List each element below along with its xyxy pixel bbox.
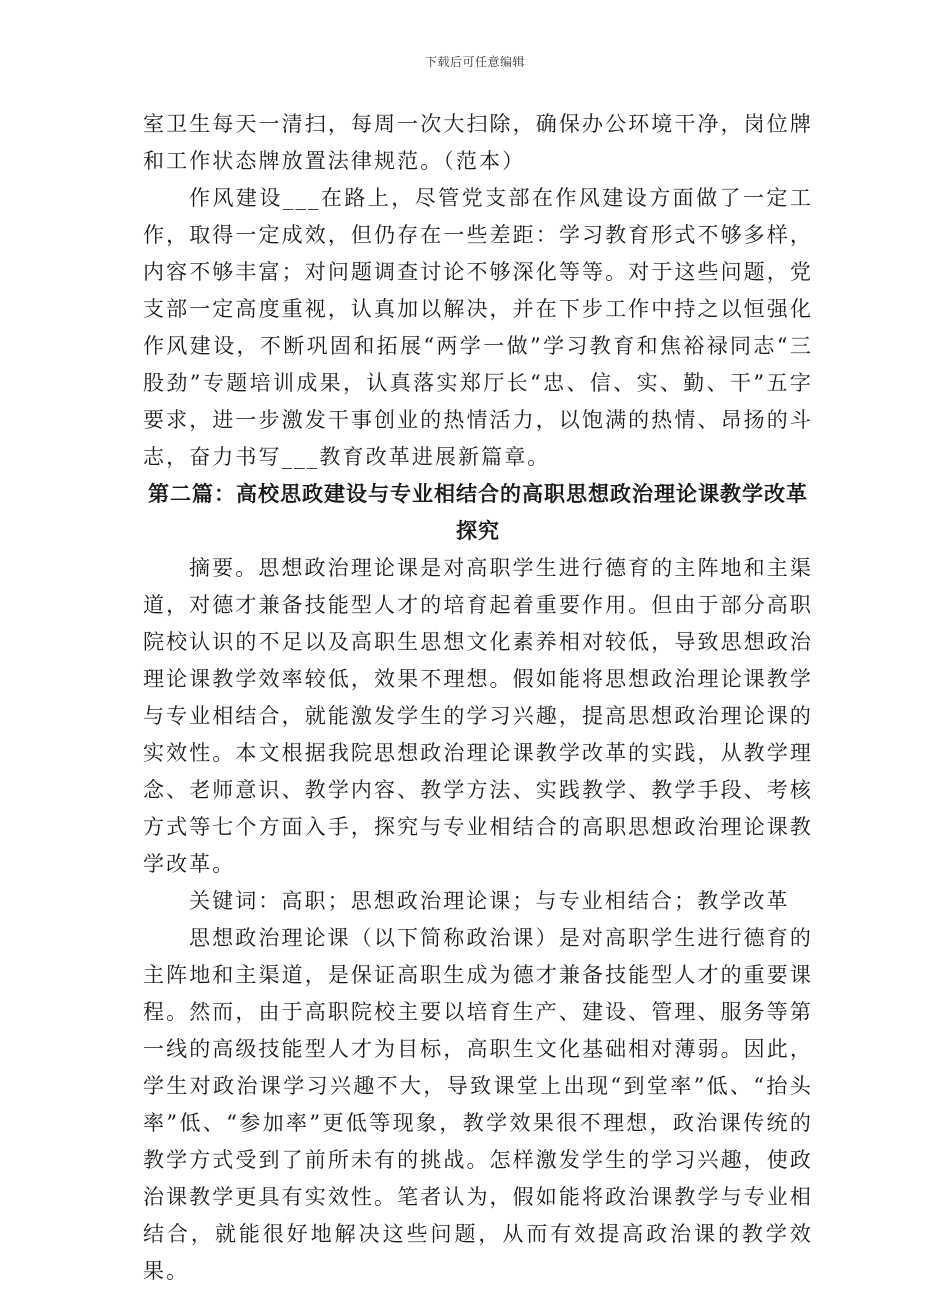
paragraph-introduction: 思想政治理论课（以下简称政治课）是对高职学生进行德育的主阵地和主渠道，是保证高职生成为德才兼备技能型人才的重要课程。然而，由于高职院校主要以培育生产、建设、管理、服务等第一线的高级技能型人才为目标，高职生文化基础相对薄弱。因此，学生对政治课学习兴趣不大，导致课堂上出现“到堂率”低、“抬头率”低、“参加率”更低等现象，教学效果很不理想，政治课传统的教学方式受到了前所未有的挑战。怎样激发学生的学习兴趣，使政治课教学更具有实效性。笔者认为，假如能将政治课教学与专业相结合，就能很好地解决这些问题，从而有效提高政治课的教学效果。 — [143, 926, 813, 1283]
section-title: 第二篇：高校思政建设与专业相结合的高职思想政治理论课教学改革探究 — [148, 482, 808, 543]
document-body — [143, 106, 813, 1290]
paragraph-abstract: 摘要。思想政治理论课是对高职学生进行德育的主阵地和主渠道，对德才兼备技能型人才的培育起着重要作用。但由于部分高职院校认识的不足以及高职生思想文化素养相对较低，导致思想政治理论课教学效率较低，效果不理想。假如能将思想政治理论课教学与专业相结合，就能激发学生的学习兴趣，提高思想政治理论课的实效性。本文根据我院思想政治理论课教学改革的实践，从教学理念、老师意识、教学内容、教学方法、实践教学、教学手段、考核方式等七个方面入手，探究与专业相结合的高职思想政治理论课教学改革。 — [143, 556, 813, 876]
paragraph-keywords: 关键词：高职；思想政治理论课；与专业相结合；教学改革 — [189, 889, 790, 913]
paragraph-continuation: 室卫生每天一清扫，每周一次大扫除，确保办公环境干净，岗位牌和工作状态牌放置法律规范。（范本） — [143, 112, 813, 173]
paragraph-work-style: 作风建设___在路上，尽管党支部在作风建设方面做了一定工作，取得一定成效，但仍存在一些差距：学习教育形式不够多样，内容不够丰富；对问题调查讨论不够深化等等。对于这些问题，党支部一定高度重视，认真加以解决，并在下步工作中持之以恒强化作风建设，不断巩固和拓展“两学一做”学习教育和焦裕禄同志“三股劲”专题培训成果，认真落实郑厅长“忠、信、实、勤、干”五字要求，进一步激发干事创业的热情活力，以饱满的热情、昂扬的斗志，奋力书写___教育改革进展新篇章。 — [143, 186, 813, 469]
page-header-note: 下载后可任意编辑 — [424, 55, 525, 69]
